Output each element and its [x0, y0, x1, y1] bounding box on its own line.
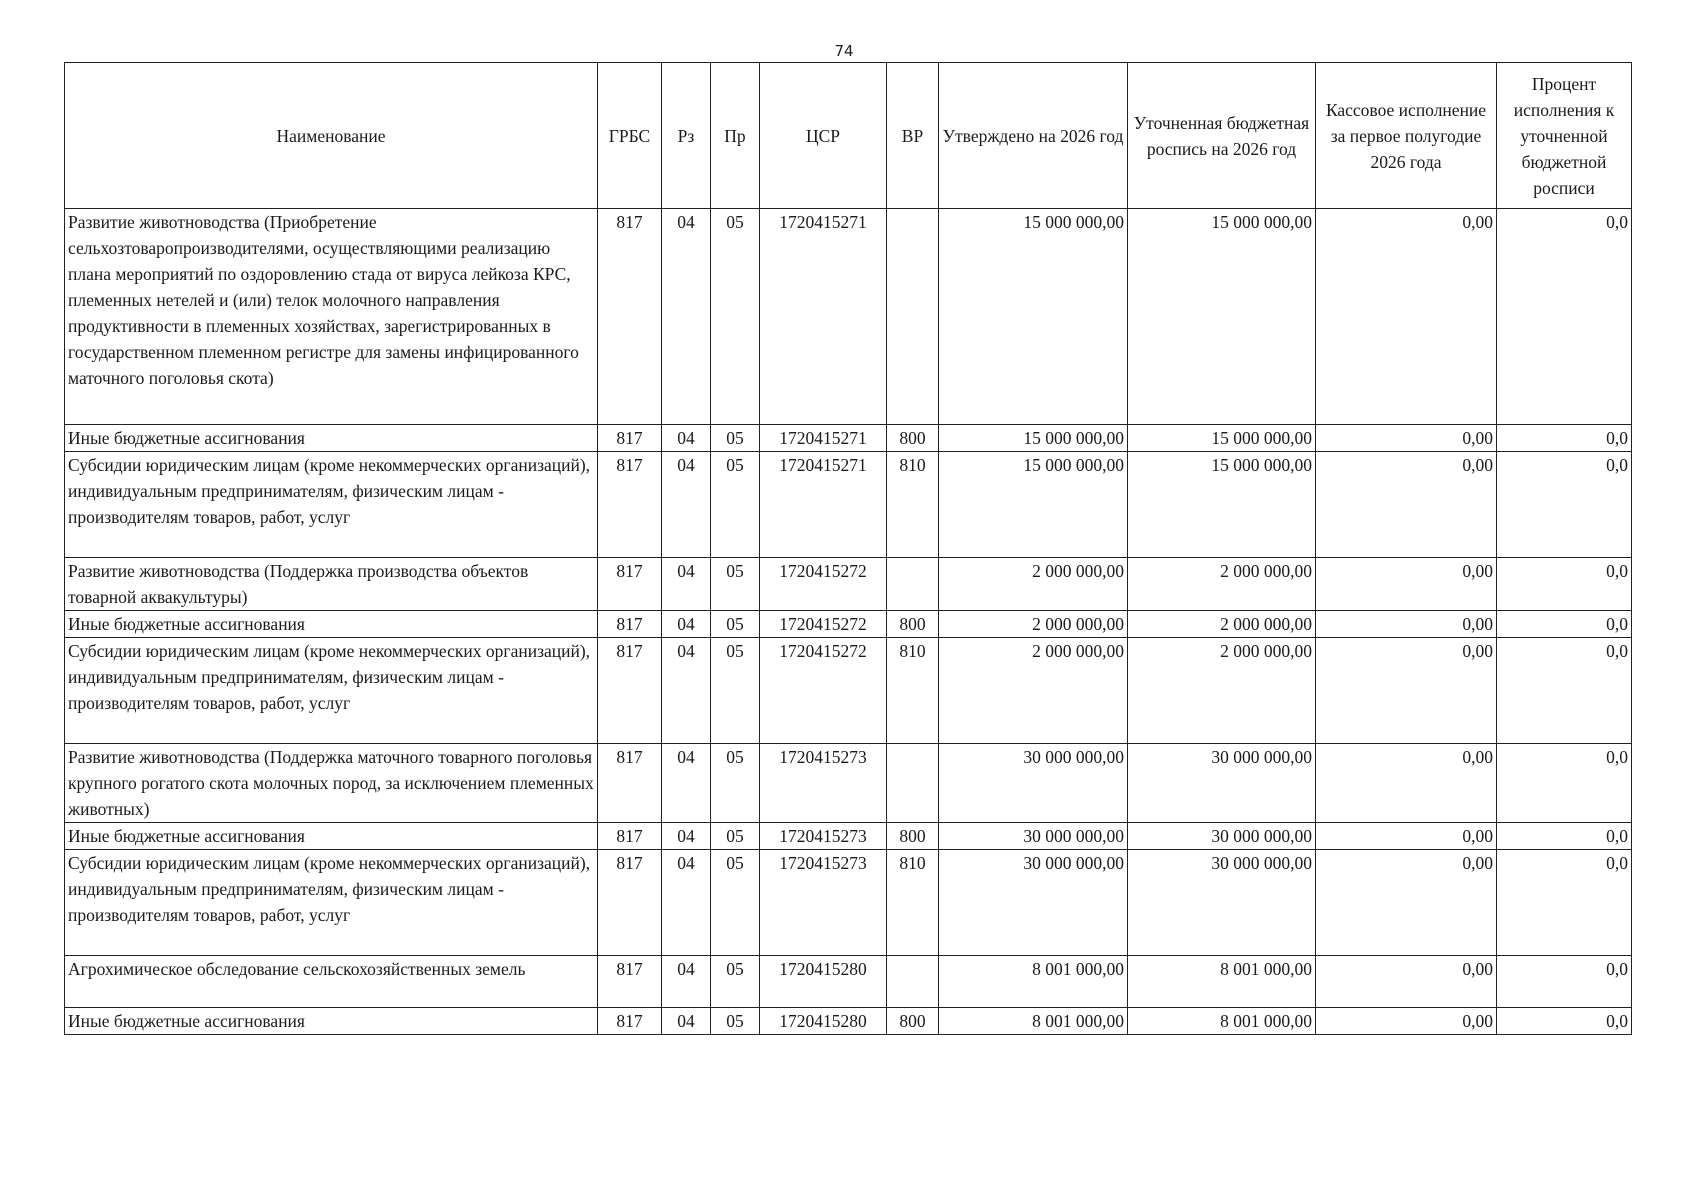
cell-pr: 05	[711, 425, 760, 452]
cell-rz: 04	[662, 209, 711, 425]
table-row	[65, 956, 1632, 1008]
cell-rz: 04	[662, 823, 711, 850]
cell-percent: 0,0	[1497, 558, 1632, 611]
cell-pr: 05	[711, 638, 760, 744]
cell-approved: 2 000 000,00	[939, 638, 1128, 744]
cell-refined: 15 000 000,00	[1128, 452, 1316, 558]
cell-csr: 1720415280	[760, 956, 887, 1008]
cell-approved: 30 000 000,00	[939, 823, 1128, 850]
cell-pr: 05	[711, 558, 760, 611]
cell-csr: 1720415272	[760, 611, 887, 638]
cell-percent: 0,0	[1497, 744, 1632, 823]
table-row	[65, 823, 1632, 850]
cell-name: Субсидии юридическим лицам (кроме некоммерческих организаций), индивидуальным предпринимателям, физическим лицам - производителям товаров, работ, услуг	[65, 452, 598, 558]
cell-approved: 15 000 000,00	[939, 209, 1128, 425]
cell-csr: 1720415272	[760, 558, 887, 611]
cell-pr: 05	[711, 1008, 760, 1035]
table-row	[65, 452, 1632, 558]
cell-rz: 04	[662, 850, 711, 956]
cell-vr	[887, 956, 939, 1008]
table-row	[65, 611, 1632, 638]
cell-grbs: 817	[598, 425, 662, 452]
cell-grbs: 817	[598, 638, 662, 744]
header-grbs: ГРБС	[598, 63, 662, 209]
header-percent: Процент исполнения к уточненной бюджетной росписи	[1497, 63, 1632, 209]
cell-grbs: 817	[598, 209, 662, 425]
cell-grbs: 817	[598, 452, 662, 558]
cell-refined: 8 001 000,00	[1128, 956, 1316, 1008]
cell-pr: 05	[711, 956, 760, 1008]
cell-rz: 04	[662, 638, 711, 744]
cell-refined: 15 000 000,00	[1128, 425, 1316, 452]
cell-rz: 04	[662, 1008, 711, 1035]
cell-name: Иные бюджетные ассигнования	[65, 1008, 598, 1035]
cell-percent: 0,0	[1497, 638, 1632, 744]
cell-vr	[887, 558, 939, 611]
table-row	[65, 744, 1632, 823]
cell-cash: 0,00	[1316, 558, 1497, 611]
cell-grbs: 817	[598, 823, 662, 850]
cell-csr: 1720415271	[760, 425, 887, 452]
cell-approved: 8 001 000,00	[939, 956, 1128, 1008]
cell-vr: 800	[887, 1008, 939, 1035]
cell-refined: 2 000 000,00	[1128, 638, 1316, 744]
cell-name: Развитие животноводства (Поддержка производства объектов товарной аквакультуры)	[65, 558, 598, 611]
cell-csr: 1720415272	[760, 638, 887, 744]
cell-grbs: 817	[598, 956, 662, 1008]
cell-refined: 30 000 000,00	[1128, 744, 1316, 823]
cell-refined: 2 000 000,00	[1128, 611, 1316, 638]
cell-percent: 0,0	[1497, 611, 1632, 638]
cell-rz: 04	[662, 744, 711, 823]
cell-pr: 05	[711, 611, 760, 638]
cell-percent: 0,0	[1497, 850, 1632, 956]
cell-grbs: 817	[598, 558, 662, 611]
header-approved: Утверждено на 2026 год	[939, 63, 1128, 209]
cell-rz: 04	[662, 956, 711, 1008]
cell-percent: 0,0	[1497, 1008, 1632, 1035]
cell-approved: 2 000 000,00	[939, 611, 1128, 638]
cell-rz: 04	[662, 452, 711, 558]
cell-vr	[887, 209, 939, 425]
cell-approved: 8 001 000,00	[939, 1008, 1128, 1035]
cell-vr: 800	[887, 611, 939, 638]
cell-csr: 1720415271	[760, 452, 887, 558]
cell-name: Развитие животноводства (Приобретение сельхозтоваропроизводителями, осуществляющими реализацию плана мероприятий по оздоровлению стада от вируса лейкоза КРС, племенных нетелей и (или) телок молочного направления продуктивности в племенных хозяйствах, зарегистрированных в государственном племенном регистре для замены инфицированного маточного поголовья скота)	[65, 209, 598, 425]
cell-refined: 8 001 000,00	[1128, 1008, 1316, 1035]
cell-grbs: 817	[598, 744, 662, 823]
cell-refined: 30 000 000,00	[1128, 823, 1316, 850]
table-row	[65, 558, 1632, 611]
header-refined: Уточненная бюджетная роспись на 2026 год	[1128, 63, 1316, 209]
cell-rz: 04	[662, 558, 711, 611]
header-cash: Кассовое исполнение за первое полугодие 2026 года	[1316, 63, 1497, 209]
cell-cash: 0,00	[1316, 850, 1497, 956]
cell-pr: 05	[711, 850, 760, 956]
cell-vr: 800	[887, 823, 939, 850]
cell-grbs: 817	[598, 611, 662, 638]
header-csr: ЦСР	[760, 63, 887, 209]
table-row	[65, 1008, 1632, 1035]
cell-cash: 0,00	[1316, 425, 1497, 452]
cell-name: Субсидии юридическим лицам (кроме некоммерческих организаций), индивидуальным предпринимателям, физическим лицам - производителям товаров, работ, услуг	[65, 850, 598, 956]
cell-percent: 0,0	[1497, 823, 1632, 850]
cell-percent: 0,0	[1497, 956, 1632, 1008]
cell-vr: 800	[887, 425, 939, 452]
cell-cash: 0,00	[1316, 452, 1497, 558]
cell-cash: 0,00	[1316, 744, 1497, 823]
cell-csr: 1720415273	[760, 744, 887, 823]
header-name: Наименование	[65, 63, 598, 209]
cell-percent: 0,0	[1497, 452, 1632, 558]
cell-approved: 2 000 000,00	[939, 558, 1128, 611]
cell-refined: 30 000 000,00	[1128, 850, 1316, 956]
header-pr: Пр	[711, 63, 760, 209]
cell-pr: 05	[711, 452, 760, 558]
cell-grbs: 817	[598, 1008, 662, 1035]
cell-rz: 04	[662, 425, 711, 452]
cell-pr: 05	[711, 209, 760, 425]
cell-cash: 0,00	[1316, 209, 1497, 425]
cell-csr: 1720415273	[760, 823, 887, 850]
cell-percent: 0,0	[1497, 209, 1632, 425]
cell-approved: 30 000 000,00	[939, 744, 1128, 823]
cell-name: Субсидии юридическим лицам (кроме некоммерческих организаций), индивидуальным предпринимателям, физическим лицам - производителям товаров, работ, услуг	[65, 638, 598, 744]
cell-pr: 05	[711, 823, 760, 850]
table-row	[65, 638, 1632, 744]
table-row	[65, 209, 1632, 425]
cell-grbs: 817	[598, 850, 662, 956]
table-row	[65, 425, 1632, 452]
cell-cash: 0,00	[1316, 823, 1497, 850]
cell-csr: 1720415273	[760, 850, 887, 956]
cell-vr: 810	[887, 452, 939, 558]
cell-name: Иные бюджетные ассигнования	[65, 611, 598, 638]
cell-name: Агрохимическое обследование сельскохозяйственных земель	[65, 956, 598, 1008]
table-row	[65, 850, 1632, 956]
cell-vr	[887, 744, 939, 823]
cell-approved: 30 000 000,00	[939, 850, 1128, 956]
cell-vr: 810	[887, 638, 939, 744]
cell-vr: 810	[887, 850, 939, 956]
cell-pr: 05	[711, 744, 760, 823]
cell-name: Иные бюджетные ассигнования	[65, 823, 598, 850]
header-rz: Рз	[662, 63, 711, 209]
cell-name: Иные бюджетные ассигнования	[65, 425, 598, 452]
cell-refined: 15 000 000,00	[1128, 209, 1316, 425]
cell-csr: 1720415280	[760, 1008, 887, 1035]
cell-cash: 0,00	[1316, 1008, 1497, 1035]
cell-percent: 0,0	[1497, 425, 1632, 452]
cell-refined: 2 000 000,00	[1128, 558, 1316, 611]
cell-name: Развитие животноводства (Поддержка маточного товарного поголовья крупного рогатого скота молочных пород, за исключением племенных животных)	[65, 744, 598, 823]
cell-cash: 0,00	[1316, 611, 1497, 638]
table-header-row	[65, 63, 1632, 209]
cell-cash: 0,00	[1316, 638, 1497, 744]
cell-rz: 04	[662, 611, 711, 638]
page-number: 74	[834, 42, 854, 60]
cell-cash: 0,00	[1316, 956, 1497, 1008]
cell-approved: 15 000 000,00	[939, 425, 1128, 452]
budget-table	[64, 62, 1632, 1035]
cell-approved: 15 000 000,00	[939, 452, 1128, 558]
header-vr: ВР	[887, 63, 939, 209]
cell-csr: 1720415271	[760, 209, 887, 425]
